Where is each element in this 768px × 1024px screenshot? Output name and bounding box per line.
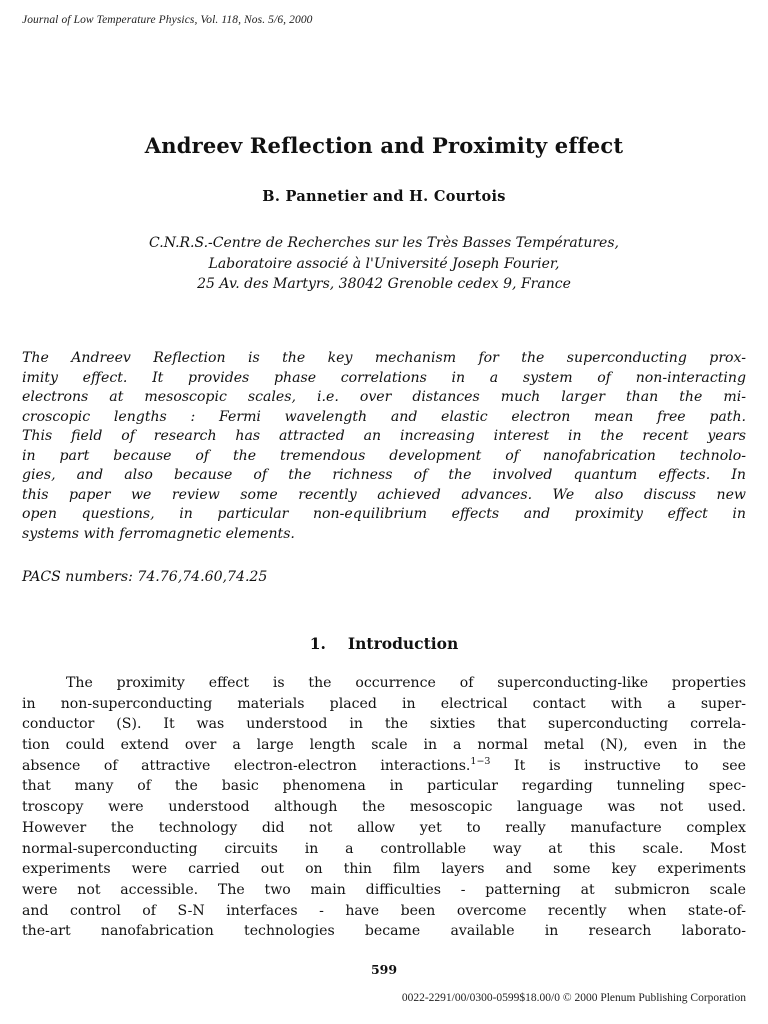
- body-line: normal-superconducting circuits in a controllable way at this scale. Most: [22, 840, 746, 857]
- pacs-numbers: PACS numbers: 74.76,74.60,74.25: [22, 569, 268, 585]
- abstract-line: croscopic lengths : Fermi wavelength and elastic electron mean free path.: [22, 408, 746, 425]
- section-title: Introduction: [347, 634, 459, 653]
- body-line: the-art nanofabrication technologies became available in research laborato-: [22, 923, 746, 940]
- body-line: However the technology did not allow yet to really manufacture complex: [22, 819, 746, 836]
- body-line: were not accessible. The two main difficulties - patterning at submicron scale: [22, 881, 746, 898]
- copyright-line: 0022-2291/00/0300-0599$18.00/0 © 2000 Plenum Publishing Corporation: [401, 992, 746, 1004]
- body-line: tion could extend over a large length scale in a normal metal (N), even in the: [22, 737, 746, 754]
- article-title: Andreev Reflection and Proximity effect: [144, 133, 624, 158]
- affiliation-line: 25 Av. des Martyrs, 38042 Grenoble cedex 9, France: [197, 276, 571, 292]
- body-line: in non-superconducting materials placed in electrical contact with a super-: [22, 695, 746, 712]
- body-text-segment: absence of attractive electron-electron interactions.: [22, 757, 471, 774]
- abstract-line: electrons at mesoscopic scales, i.e. over distances much larger than the mi-: [22, 389, 746, 405]
- abstract-line: systems with ferromagnetic elements.: [22, 525, 295, 542]
- body-line: troscopy were understood although the mesoscopic language was not used.: [22, 799, 746, 816]
- body-line: experiments were carried out on thin film layers and some key experiments: [22, 861, 746, 878]
- abstract-line: gies, and also because of the richness of the involved quantum effects. In: [22, 467, 746, 483]
- article-authors: B. Pannetier and H. Courtois: [262, 188, 506, 205]
- affiliation-line: Laboratoire associé à l'Université Joseph Fourier,: [208, 255, 560, 272]
- affiliation-line: C.N.R.S.-Centre de Recherches sur les Très Basses Températures,: [149, 235, 619, 251]
- abstract-line: This field of research has attracted an increasing interest in the recent years: [22, 428, 746, 444]
- body-line: conductor (S). It was understood in the sixties that superconducting correla-: [22, 716, 746, 733]
- body-line: The proximity effect is the occurrence of superconducting-like properties: [66, 675, 746, 691]
- section-heading: [0, 634, 768, 653]
- author-affiliation: [0, 233, 768, 295]
- section-number: 1.: [309, 634, 326, 653]
- abstract: [22, 349, 746, 544]
- body-text: [22, 673, 746, 942]
- journal-header: Journal of Low Temperature Physics, Vol. 118, Nos. 5/6, 2000: [22, 14, 313, 26]
- abstract-line: The Andreev Reflection is the key mechanism for the superconducting prox-: [22, 350, 746, 366]
- body-line: that many of the basic phenomena in particular regarding tunneling spec-: [22, 778, 746, 795]
- body-text-segment: It is instructive to see: [490, 757, 746, 774]
- abstract-line: open questions, in particular non-equilibrium effects and proximity effect in: [22, 506, 746, 522]
- abstract-line: in part because of the tremendous development of nanofabrication technolo-: [22, 447, 746, 464]
- body-line: and control of S-N interfaces - have been overcome recently when state-of-: [22, 902, 746, 919]
- abstract-line: imity effect. It provides phase correlations in a system of non-interacting: [22, 369, 746, 386]
- reference-citation[interactable]: 1−3: [470, 755, 491, 767]
- abstract-line: this paper we review some recently achieved advances. We also discuss new: [22, 486, 746, 503]
- page-number: 599: [370, 962, 398, 977]
- body-line-with-reference: [22, 756, 746, 777]
